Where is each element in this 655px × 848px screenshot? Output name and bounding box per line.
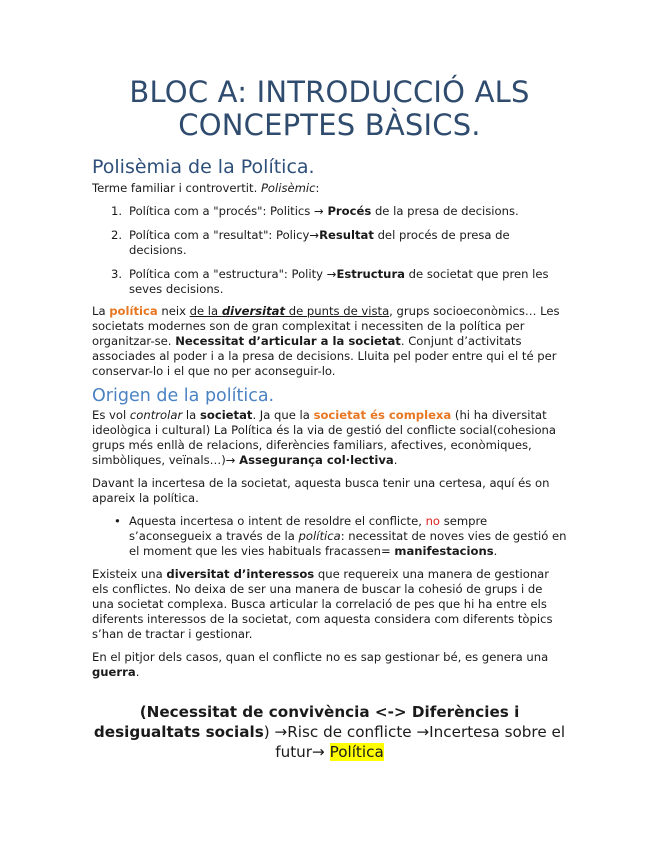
text-run: , grups socioeconòmics… Les societats modernes son de gran complexitat i necessiten de la política per organitzar-se. <box>92 304 560 348</box>
list-item <box>92 204 567 219</box>
list-number: 1. <box>111 204 123 218</box>
section-heading-polisemia: Polisèmia de la Política. <box>92 156 315 178</box>
list-keyword: Procés <box>327 204 372 218</box>
list-text: Política com a "resultat": Policy→ <box>129 228 320 242</box>
politics-paragraph <box>92 304 567 379</box>
origin-paragraph <box>92 408 567 468</box>
bold-text: Assegurança col·lectiva <box>239 453 394 467</box>
bullet-dot: • <box>114 514 121 528</box>
bold-text: diversitat d’interessos <box>166 567 315 581</box>
text-run: La <box>92 304 110 318</box>
intro-line <box>92 181 567 196</box>
text-run: . <box>493 544 498 558</box>
war-paragraph <box>92 650 567 680</box>
text-run: ) →Risc de conflicte →Incertesa sobre el futur→ <box>263 723 566 762</box>
bullet-text <box>92 514 567 559</box>
intro-text: Terme familiar i controvertit. <box>92 181 261 195</box>
highlighted-politica: Política <box>329 743 384 762</box>
list-number: 2. <box>111 228 123 242</box>
interests-paragraph <box>92 567 567 642</box>
text-run: . <box>393 453 398 467</box>
list-text-end: de la presa de decisions. <box>371 204 519 218</box>
text-run: . Conjunt d’activitats associades al poder i a la presa de decisions. Lluita pel poder entre qui el té per conservar-lo i el que no per aconseguir-lo. <box>92 334 557 378</box>
italic-text: política <box>298 529 341 543</box>
text-run: Aquesta incertesa o intent de resoldre el conflicte, <box>129 514 426 528</box>
list-text: Política com a "estructura": Polity → <box>129 267 337 281</box>
page-title: BLOC A: INTRODUCCIÓ ALS CONCEPTES BÀSICS. <box>129 75 530 142</box>
bold-text: Necessitat d’articular a la societat <box>175 334 401 348</box>
bold-text: societat <box>199 408 253 422</box>
list-keyword: Resultat <box>319 228 374 242</box>
emphasis-diversitat: diversitat <box>221 304 286 318</box>
text-run: Existeix una <box>92 567 167 581</box>
list-keyword: Estructura <box>336 267 405 281</box>
list-item <box>92 228 567 258</box>
highlight-societat: societat és complexa <box>313 408 452 422</box>
intro-emphasis: Polisèmic <box>260 181 316 195</box>
bold-text: (Necessitat de convivència <-> Diferències i desigualtats socials <box>93 703 520 742</box>
intro-colon: : <box>315 181 320 195</box>
highlight-politica: política <box>109 304 158 318</box>
text-run: sempre s’aconsegueix a través de la <box>129 514 488 543</box>
list-text: Política com a "procés": Politics → <box>129 204 328 218</box>
text-run: neix <box>157 304 190 318</box>
text-run: la <box>182 408 200 422</box>
red-text: no <box>425 514 441 528</box>
text-run: Es vol <box>92 408 130 422</box>
text-run: . Ja que la <box>252 408 314 422</box>
uncertainty-paragraph: Davant la incertesa de la societat, aquesta busca tenir una certesa, aquí és on apareix la política. <box>92 476 550 505</box>
underlined-text: de la <box>189 304 222 318</box>
text-run: que requereix una manera de gestionar els conflictes. No deixa de ser una manera de buscar la cohesió de grups i de una societat complexa. Busca articular la correlació de pes que hi ha entre els diferents interessos de la societat, com aquesta considera com diferents tòpics s’han de tractar i gestionar. <box>92 567 553 641</box>
politics-meanings-list <box>92 204 567 297</box>
text-run: . <box>135 665 140 679</box>
underlined-text: de punts de vista <box>285 304 390 318</box>
bold-text: guerra <box>92 665 136 679</box>
bold-text: manifestacions <box>394 544 494 558</box>
bullet-item <box>92 514 567 559</box>
conclusion-statement <box>92 702 567 762</box>
list-number: 3. <box>111 267 123 281</box>
text-run: : necessitat de noves vies de gestió en el moment que les vies habituals fracassen= <box>129 529 567 558</box>
section-heading-origen: Origen de la política. <box>92 386 275 406</box>
list-item <box>92 267 567 297</box>
italic-text: controlar <box>129 408 183 422</box>
list-text-end: de societat que pren les seves decisions. <box>129 267 549 296</box>
list-text-end: del procés de presa de decisions. <box>129 228 510 257</box>
text-run: En el pitjor dels casos, quan el conflicte no es sap gestionar bé, es genera una <box>92 650 549 664</box>
text-run: (hi ha diversitat ideològica i cultural) La Política és la via de gestió del conflicte social(cohesiona grups més enllà de relacions, diferències familiars, afectives, econòmiques, simbòliques, veïnals…)→ <box>92 408 557 467</box>
